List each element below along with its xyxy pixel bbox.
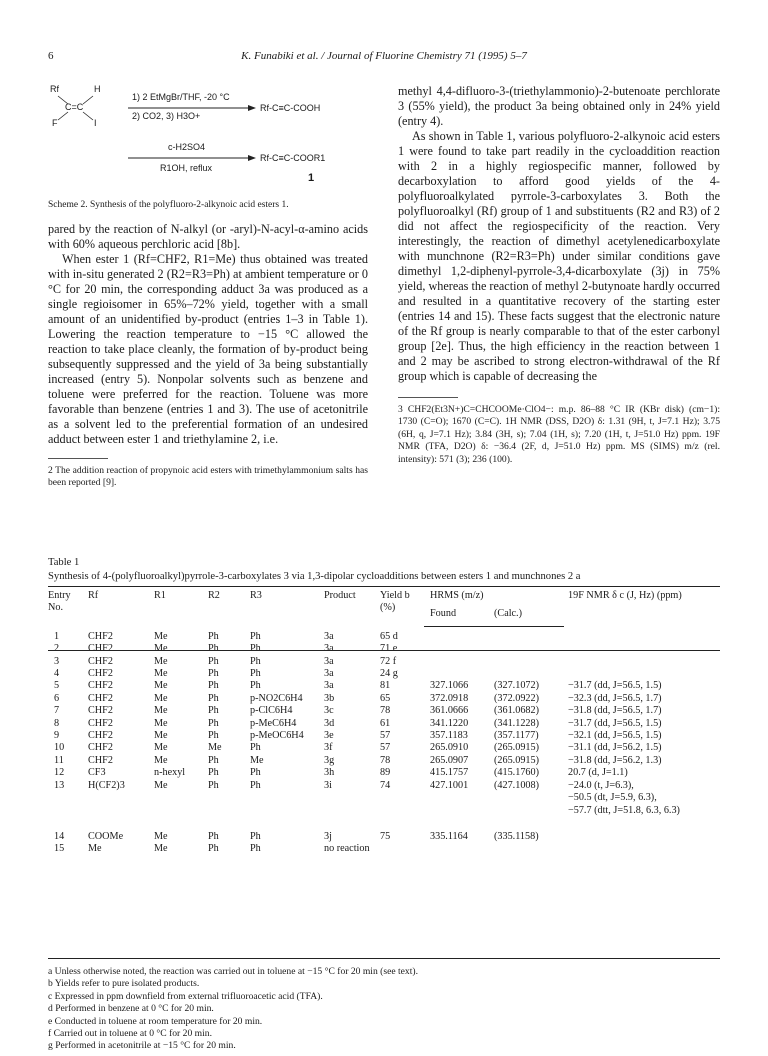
table-cell: no reaction [324,843,370,855]
table-cell: 65 [380,692,391,704]
table-cell: 3e [324,730,334,742]
table-cell: −31.7 (dd, J=56.5, 1.5) [568,680,662,692]
table-cell [494,843,568,855]
table-cell: 13 [54,779,65,791]
table-cell: 415.1757 [430,767,469,779]
table-top-rule [48,586,720,587]
table-cell: Me [154,692,168,704]
left-footnote: 2 The addition reaction of propynoic acid esters with trimethylammonium salts has been reported [9]. [48,465,368,489]
table-cell [494,656,568,668]
table-cell: H(CF2)3 [88,779,125,791]
table-row-continuation [48,792,720,804]
table-row [48,767,720,779]
table-footnote: c Expressed in ppm downfield from external trifluoroacetic acid (TFA). [48,990,323,1002]
table-cell: 71 e [380,643,398,655]
scheme-2 [48,80,368,200]
table-cell: −24.0 (t, J=6.3), [568,779,634,791]
right-para-2: As shown in Table 1, various polyfluoro-2-alkynoic acid esters 1 were found to take part readily in the cycloaddition reaction with 2 in a highly regiospecific manner, followed by decarboxylation to afford good yields of the 4-polyfluoroalkylated pyrrole-3-carboxylates 3. Both the polyfluoroalkyl (Rf) group of 1 and substituents (R2 and R3) of 2 did not affect the regiospecificity of the reaction. Very interestingly, the reaction of dimethyl acetylenedicarboxylate with munchnone (R2=R3=Ph) under similar conditions gave dimethyl 1,2-diphenyl-pyrrole-3,4-dicarboxylate (3j) in 75% yield, whereas the reaction of methyl 2-butynoate hardly occurred and resulted in a quantitative recovery of the starting ester (entries 14 and 15). These facts suggest that the electronic nature of the Rf group is nearly comparable to that of the ester carbonyl group [2e]. Thus, the high efficiency in the reaction between 1 and 2 may be ascribed to strong electron-withdrawal of the Rf group which is capable of decreasing the [398,129,720,383]
table-header-row [48,590,720,602]
table-cell: Me [154,630,168,642]
table-cell: 81 [380,680,391,692]
table-row [48,755,720,767]
table-cell: −31.7 (dd, J=56.5, 1.5) [568,717,662,729]
reactant-f: F [52,118,58,128]
table-cell: 265.0910 [430,742,469,754]
table-cell: 372.0918 [430,692,469,704]
table-footnotes [48,966,720,1053]
table-row [48,742,720,754]
right-column [398,84,720,466]
reactant-i: I [94,118,97,128]
table-cell: 14 [54,830,65,842]
table-cell: 9 [54,730,60,742]
table-cell: 8 [54,717,60,729]
table-cell: COOMe [88,830,124,842]
scheme-product1: Rf-C≡C-COOH [260,103,321,113]
table-cell: Me [154,754,168,766]
table-cell: Ph [250,767,261,779]
table-cell: 3f [324,742,333,754]
table-cell: 5 [54,680,60,692]
table-cell: 75 [380,830,391,842]
table-cell: (427.1008) [494,779,539,791]
table-cell [568,817,720,843]
table-body-extra [48,792,720,817]
table-cell: −32.3 (dd, J=56.5, 1.7) [568,692,662,704]
running-title: K. Funabiki et al. / Journal of Fluorine Chemistry 71 (1995) 5–7 [241,50,527,62]
table-cell: Ph [250,742,261,754]
table-cell: 57 [380,742,391,754]
table-cell: −31.8 (dd, J=56.2, 1.3) [568,754,662,766]
table-cell: 20.7 (d, J=1.1) [568,767,628,779]
table-cell: 1 [54,630,60,642]
col-found: Found [430,608,457,620]
table-cell: 3i [324,779,332,791]
table-row [48,730,720,742]
table-label: Table 1 [48,557,80,568]
table-cell: Ph [208,692,219,704]
table-header-rule [48,650,720,651]
table-cell: Me [154,705,168,717]
table-cell: CHF2 [88,643,113,655]
table-cell: Ph [250,779,261,791]
table-row [48,621,720,643]
table-footnote: f Carried out in toluene at 0 °C for 20 min. [48,1028,212,1040]
col-calc: (Calc.) [494,608,523,620]
table-cell: (335.1158) [494,830,539,842]
hrms-subrule [424,626,564,627]
table-cell: 12 [54,767,65,779]
table-cell: 3a [324,680,334,692]
table-cell: 3a [324,668,334,680]
table-1 [48,590,720,856]
scheme-reagent2: c-H2SO4 [168,142,206,152]
table-cell: (341.1228) [494,717,539,729]
scheme-caption: Scheme 2. Synthesis of the polyfluoro-2-alkynoic acid esters 1. [48,200,289,210]
col-product: Product [324,590,356,601]
table-row [48,693,720,705]
table-cell: CHF2 [88,730,113,742]
table-cell: (265.0915) [494,754,539,766]
table-cell [568,843,720,855]
table-cell: 11 [54,754,64,766]
table-cell: 74 [380,779,391,791]
table-cell: Ph [208,630,219,642]
table-body-a [48,621,720,792]
table-cell: Ph [208,754,219,766]
table-cell: Ph [250,680,261,692]
table-cell: p-MeOC6H4 [250,730,304,742]
table-row [48,668,720,680]
table-cell: Me [154,643,168,655]
table-cell [568,668,720,680]
footnote-rule-right [398,397,458,398]
table-cell: Ph [208,830,219,842]
scheme-product2: Rf-C≡C-COOR1 [260,153,326,163]
reactant-cc: C=C [65,102,84,112]
table-cell: Ph [250,655,261,667]
reactant-rf: Rf [50,84,59,94]
table-cell: 3d [324,717,335,729]
table-cell: Me [154,779,168,791]
table-row [48,680,720,692]
table-cell: Me [154,742,168,754]
table-cell: 10 [54,742,65,754]
table-cell: 361.0666 [430,705,469,717]
table-cell: CHF2 [88,630,113,642]
table-cell: CHF2 [88,705,113,717]
table-cell: Ph [250,643,261,655]
reactant-h: H [94,84,101,94]
table-cell: 65 d [380,630,398,642]
table-cell: Me [154,843,168,855]
table-cell: Ph [208,717,219,729]
table-cell: 3h [324,767,335,779]
table-footnote: b Yields refer to pure isolated products. [48,978,200,990]
table-cell: (327.1072) [494,680,539,692]
table-cell: (357.1177) [494,730,539,742]
table-cell: 427.1001 [430,779,469,791]
table-cell: CHF2 [88,668,113,680]
table-cell: 4 [54,668,60,680]
table-cell: 3a [324,643,334,655]
table-cell: 3c [324,705,334,717]
table-cell: 3g [324,754,335,766]
col-nmr: 19F NMR δ c (J, Hz) (ppm) [568,590,682,601]
table-cell: 341.1220 [430,717,469,729]
table-cell: Me [154,830,168,842]
table-cell: −31.8 (dd, J=56.5, 1.7) [568,705,662,717]
table-row [48,718,720,730]
table-row [48,780,720,792]
table-cell [430,843,494,855]
table-cell: CF3 [88,767,106,779]
table-cell: 6 [54,692,60,704]
page-number: 6 [48,50,54,62]
col-hrms: HRMS (m/z) [430,590,484,601]
table-cell: Ph [208,843,219,855]
table-cell: (361.0682) [494,705,539,717]
table-cell: Me [250,754,264,766]
table-cell: 3a [324,655,334,667]
table-cell: Ph [208,779,219,791]
table-cell: 265.0907 [430,754,469,766]
left-para-2: When ester 1 (Rf=CHF2, R1=Me) thus obtained was treated with in-situ generated 2 (R2=R3=Ph) at ambient temperature or 0 °C for 20 min, the corresponding adduct 3a was produced as a single regioisomer in 65%–72% yield, together with a small amount of an unidentified by-product (entries 1–3 in Table 1). Lowering the reaction temperature to −15 °C allowed the reaction to take place cleanly, the formation of by-product being subsequently suppressed and the yield of 3a being substantially increased (entry 5). Nonpolar solvents such as benzene and toluene were preferred for the reaction. Toluene was more favorable than benzene (entries 1 and 3). The use of acetonitrile as a solvent led to the preferential formation of an undesired adduct between ester 1 and triethylamine 2, i.e. [48,252,368,446]
table-cell: (265.0915) [494,742,539,754]
scheme-step1: 1) 2 EtMgBr/THF, -20 °C [132,92,230,102]
table-cell: p-NO2C6H4 [250,692,303,704]
table-cell: Me [154,717,168,729]
table-cell [568,621,720,643]
col-entry: Entry [48,590,71,601]
table-row [48,817,720,843]
left-column [48,222,368,490]
table-cell: CHF2 [88,742,113,754]
table-caption-block [48,556,728,583]
table-cell: Me [208,742,222,754]
col-r1: R1 [154,590,166,601]
table-cell [494,621,568,643]
table-cell: 3b [324,692,335,704]
table-cell: 78 [380,754,391,766]
table-cell: Me [154,668,168,680]
table-cell: 57 [380,730,391,742]
col-no: No. [48,602,63,614]
table-cell: CHF2 [88,717,113,729]
table-footnote: g Performed in acetonitrile at −15 °C for 20 min. [48,1040,236,1052]
table-cell: 3a [324,630,334,642]
table-cell: Ph [250,668,261,680]
table-cell: 3 [54,655,60,667]
col-rf: Rf [88,590,99,601]
footnote-rule [48,458,108,459]
table-cell: Ph [208,680,219,692]
table-cell: Ph [208,668,219,680]
table-cell: (415.1760) [494,767,539,779]
table-body-b [48,817,720,856]
table-cell [494,668,568,680]
table-row [48,656,720,668]
table-cell: Ph [208,705,219,717]
table-row [48,843,720,855]
table-cell: 7 [54,705,60,717]
table-cell [430,668,494,680]
table-cell: 335.1164 [430,830,468,842]
scheme-product2-label: 1 [308,172,315,184]
scheme-cond2: R1OH, reflux [160,163,213,173]
table-cell: Ph [208,730,219,742]
table-cell: Me [154,730,168,742]
table-cell: −50.5 (dt, J=5.9, 6.3), [568,792,657,804]
table-cell: 327.1066 [430,680,469,692]
right-footnote: 3 CHF2(Et3N+)C=CHCOOMe·ClO4−: m.p. 86–88 °C IR (KBr disk) (cm−1): 1730 (C=O); 1670 (C=C). 1H NMR (DSS, D2O) δ: 1.31 (9H, t, J=7.1 Hz); 3.75 (6H, q, J=7.1 Hz); 3.84 (3H, s); 7.04 (1H, s); 7.20 (1H, t, J=51.0 Hz) ppm. 19F NMR (TFA, D2O) δ: −36.4 (2F, d, J=51.0 Hz) ppm. MS (SIMS) m/z (rel. intensity): 571 (3); 236 (100). [398,404,720,465]
table-row [48,705,720,717]
table-cell: 357.1183 [430,730,468,742]
table-footnote: d Performed in benzene at 0 °C for 20 min. [48,1003,214,1015]
table-cell: Ph [208,643,219,655]
table-row-continuation [48,805,720,817]
table-cell: Ph [250,630,261,642]
table-cell [430,621,494,643]
table-cell: Ph [208,655,219,667]
table-cell: −31.1 (dd, J=56.2, 1.5) [568,742,662,754]
table-cell: Ph [250,843,261,855]
scheme-step2: 2) CO2, 3) H3O+ [132,111,201,121]
table-cell: Ph [208,767,219,779]
table-cell: 3j [324,830,332,842]
table-cell: 72 f [380,655,397,667]
table-cell [380,843,430,855]
table-cell: 2 [54,643,60,655]
table-cell: CHF2 [88,680,113,692]
running-header [48,50,720,66]
col-yield-unit: (%) [380,602,396,614]
left-para-1: pared by the reaction of N-alkyl (or -aryl)-N-acyl-α-amino acids with 60% aqueous perchloric acid [8b]. [48,222,368,251]
table-footnote: e Conducted in toluene at room temperature for 20 min. [48,1015,263,1027]
table-bottom-rule [48,958,720,959]
table-header-row-2 [48,602,720,620]
table-cell: 15 [54,843,65,855]
table-cell: p-ClC6H4 [250,705,293,717]
table-cell: (372.0922) [494,692,539,704]
table-cell: 24 g [380,668,398,680]
table-cell: −32.1 (dd, J=56.5, 1.5) [568,730,662,742]
table-cell: 61 [380,717,391,729]
table-cell: CHF2 [88,754,113,766]
col-r3: R3 [250,590,262,601]
table-cell: p-MeC6H4 [250,717,297,729]
table-cell: CHF2 [88,655,113,667]
table-cell [568,656,720,668]
table-cell: Ph [250,830,261,842]
table-cell: 89 [380,767,391,779]
table-cell: −57.7 (dtt, J=51.8, 6.3, 6.3) [568,804,680,816]
table-cell [430,656,494,668]
table-cell: Me [154,680,168,692]
table-cell: 78 [380,705,391,717]
col-r2: R2 [208,590,220,601]
table-cell: Me [154,655,168,667]
table-cell: n-hexyl [154,767,186,779]
right-para-1: methyl 4,4-difluoro-3-(triethylammonio)-2-butenoate perchlorate 3 (55% yield), the product 3a being obtained only in 24% yield (entry 4). [398,84,720,128]
table-cell: CHF2 [88,692,113,704]
table-cell: Me [88,843,102,855]
table-footnote: a Unless otherwise noted, the reaction was carried out in toluene at −15 °C for 20 min (see text). [48,966,418,977]
col-yield: Yield b [380,590,410,601]
table-caption: Synthesis of 4-(polyfluoroalkyl)pyrrole-3-carboxylates 3 via 1,3-dipolar cycloadditions between esters 1 and munchnones 2 a [48,570,581,582]
